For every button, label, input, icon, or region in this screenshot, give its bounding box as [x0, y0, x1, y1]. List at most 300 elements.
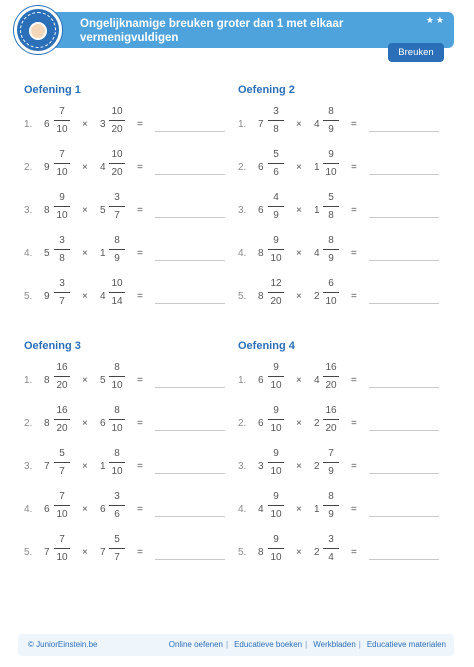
numerator-b: 10 [111, 106, 123, 117]
problem-number: 2. [24, 418, 33, 429]
denominator-b: 8 [328, 210, 334, 221]
fraction-b [320, 191, 342, 222]
numerator-a: 9 [273, 448, 279, 459]
fraction-bar [268, 249, 284, 250]
times-sign: × [296, 291, 302, 302]
fraction-bar [323, 292, 339, 293]
fraction-a [265, 277, 287, 308]
fraction-bar [109, 120, 125, 121]
equals-sign: = [137, 162, 143, 173]
denominator-b: 7 [114, 552, 120, 563]
numerator-a: 7 [59, 534, 65, 545]
fraction-bar [54, 120, 70, 121]
whole-number-a: 9 [44, 291, 50, 302]
junior-einstein-logo [14, 6, 62, 54]
equals-sign: = [137, 418, 143, 429]
fraction-bar [323, 163, 339, 164]
numerator-a: 4 [273, 192, 279, 203]
problem-number: 4. [24, 248, 33, 259]
fraction-bar [54, 376, 70, 377]
exercise-row [24, 447, 234, 487]
fraction-b [106, 191, 128, 222]
fraction-a [51, 234, 73, 265]
denominator-a: 20 [56, 423, 68, 434]
whole-number-b: 4 [100, 162, 106, 173]
answer-line[interactable] [369, 473, 439, 474]
equals-sign: = [137, 461, 143, 472]
equals-sign: = [137, 205, 143, 216]
fraction-b [320, 490, 342, 521]
whole-number-a: 5 [44, 248, 50, 259]
numerator-a: 5 [59, 448, 65, 459]
fraction-a [265, 148, 287, 179]
whole-number-a: 8 [44, 418, 50, 429]
numerator-a: 3 [59, 278, 65, 289]
numerator-b: 8 [114, 362, 120, 373]
fraction-b [106, 533, 128, 564]
equals-sign: = [137, 504, 143, 515]
category-tag[interactable]: Breuken [388, 43, 444, 62]
answer-line[interactable] [155, 217, 225, 218]
whole-number-a: 6 [44, 504, 50, 515]
whole-number-a: 4 [258, 504, 264, 515]
whole-number-a: 7 [44, 547, 50, 558]
answer-line[interactable] [155, 516, 225, 517]
problem-number: 2. [238, 418, 247, 429]
fraction-a [51, 191, 73, 222]
denominator-a: 20 [270, 296, 282, 307]
numerator-a: 3 [273, 106, 279, 117]
exercise-row [24, 191, 234, 231]
problem-number: 1. [238, 119, 247, 130]
fraction-bar [323, 505, 339, 506]
fraction-bar [109, 206, 125, 207]
equals-sign: = [351, 162, 357, 173]
denominator-a: 10 [270, 253, 282, 264]
times-sign: × [296, 205, 302, 216]
times-sign: × [82, 504, 88, 515]
fraction-bar [109, 292, 125, 293]
equals-sign: = [351, 205, 357, 216]
times-sign: × [82, 547, 88, 558]
equals-sign: = [351, 248, 357, 259]
numerator-a: 9 [273, 362, 279, 373]
footer-links [166, 634, 446, 656]
fraction-b [320, 148, 342, 179]
denominator-b: 10 [111, 466, 123, 477]
problem-number: 5. [24, 547, 33, 558]
whole-number-b: 4 [314, 248, 320, 259]
whole-number-a: 8 [258, 291, 264, 302]
equals-sign: = [351, 119, 357, 130]
numerator-b: 8 [328, 106, 334, 117]
fraction-bar [323, 249, 339, 250]
numerator-b: 10 [111, 278, 123, 289]
fraction-b [106, 105, 128, 136]
whole-number-b: 6 [100, 504, 106, 515]
worksheet-title: Ongelijknamige breuken groter dan 1 met elkaar vermenigvuldigen [80, 18, 344, 44]
numerator-b: 8 [328, 235, 334, 246]
footer-link-werkbladen[interactable]: Werkbladen [313, 640, 356, 649]
exercise-row [24, 105, 234, 145]
whole-number-a: 8 [44, 375, 50, 386]
times-sign: × [82, 248, 88, 259]
numerator-a: 7 [59, 491, 65, 502]
fraction-bar [109, 505, 125, 506]
problem-number: 2. [24, 162, 33, 173]
denominator-b: 9 [328, 253, 334, 264]
exercise-row [238, 191, 448, 231]
fraction-b [320, 361, 342, 392]
answer-line[interactable] [369, 516, 439, 517]
difficulty-stars: ★★ [425, 15, 446, 25]
answer-line[interactable] [369, 260, 439, 261]
fraction-b [106, 148, 128, 179]
denominator-b: 10 [111, 380, 123, 391]
denominator-a: 10 [270, 380, 282, 391]
denominator-a: 7 [59, 296, 65, 307]
denominator-b: 20 [325, 423, 337, 434]
fraction-a [265, 191, 287, 222]
numerator-a: 7 [59, 149, 65, 160]
problem-number: 3. [238, 205, 247, 216]
fraction-a [265, 490, 287, 521]
fraction-bar [109, 376, 125, 377]
fraction-bar [109, 163, 125, 164]
fraction-b [106, 490, 128, 521]
numerator-b: 6 [328, 278, 334, 289]
answer-line[interactable] [155, 260, 225, 261]
whole-number-b: 4 [100, 291, 106, 302]
answer-line[interactable] [369, 131, 439, 132]
fraction-a [51, 533, 73, 564]
fraction-b [106, 447, 128, 478]
fraction-b [320, 404, 342, 435]
fraction-bar [268, 206, 284, 207]
problem-number: 1. [24, 119, 33, 130]
fraction-bar [323, 548, 339, 549]
exercise-title-3: Oefening 3 [24, 340, 81, 352]
times-sign: × [82, 461, 88, 472]
problem-number: 5. [24, 291, 33, 302]
fraction-bar [268, 163, 284, 164]
times-sign: × [296, 375, 302, 386]
fraction-b [106, 404, 128, 435]
fraction-bar [54, 163, 70, 164]
fraction-a [265, 404, 287, 435]
denominator-a: 8 [59, 253, 65, 264]
whole-number-a: 9 [44, 162, 50, 173]
fraction-a [265, 533, 287, 564]
fraction-bar [268, 419, 284, 420]
problem-number: 4. [238, 248, 247, 259]
problem-number: 1. [24, 375, 33, 386]
fraction-bar [109, 249, 125, 250]
exercise-title-2: Oefening 2 [238, 84, 295, 96]
denominator-a: 6 [273, 167, 279, 178]
times-sign: × [82, 162, 88, 173]
whole-number-b: 2 [314, 461, 320, 472]
whole-number-b: 1 [314, 162, 320, 173]
fraction-bar [54, 505, 70, 506]
fraction-bar [54, 249, 70, 250]
exercise-row [24, 234, 234, 274]
equals-sign: = [351, 461, 357, 472]
whole-number-b: 6 [100, 418, 106, 429]
denominator-a: 10 [56, 124, 68, 135]
problem-number: 5. [238, 547, 247, 558]
exercise-row [238, 404, 448, 444]
fraction-bar [268, 120, 284, 121]
whole-number-a: 8 [44, 205, 50, 216]
exercise-row [238, 105, 448, 145]
answer-line[interactable] [155, 430, 225, 431]
header-bar [18, 12, 454, 48]
denominator-a: 7 [59, 466, 65, 477]
denominator-b: 20 [111, 124, 123, 135]
equals-sign: = [351, 547, 357, 558]
denominator-a: 10 [56, 509, 68, 520]
answer-line[interactable] [155, 559, 225, 560]
exercise-title-1: Oefening 1 [24, 84, 81, 96]
footer-separator: | [305, 640, 308, 649]
fraction-a [51, 404, 73, 435]
problem-number: 5. [238, 291, 247, 302]
times-sign: × [82, 375, 88, 386]
fraction-b [320, 533, 342, 564]
fraction-bar [109, 548, 125, 549]
fraction-b [320, 105, 342, 136]
fraction-bar [323, 206, 339, 207]
exercise-row [238, 148, 448, 188]
numerator-b: 8 [114, 405, 120, 416]
whole-number-b: 4 [314, 119, 320, 130]
fraction-b [106, 277, 128, 308]
numerator-a: 16 [56, 362, 68, 373]
times-sign: × [296, 248, 302, 259]
fraction-bar [323, 462, 339, 463]
fraction-bar [54, 548, 70, 549]
numerator-b: 8 [114, 448, 120, 459]
answer-line[interactable] [369, 303, 439, 304]
exercise-row [24, 277, 234, 317]
whole-number-a: 3 [258, 461, 264, 472]
problem-number: 4. [24, 504, 33, 515]
denominator-a: 10 [270, 423, 282, 434]
denominator-a: 10 [56, 167, 68, 178]
whole-number-a: 8 [258, 547, 264, 558]
footer-link-online-oefenen[interactable]: Online oefenen [168, 640, 223, 649]
whole-number-a: 8 [258, 248, 264, 259]
problem-number: 4. [238, 504, 247, 515]
answer-line[interactable] [369, 387, 439, 388]
times-sign: × [82, 418, 88, 429]
times-sign: × [82, 291, 88, 302]
answer-line[interactable] [369, 559, 439, 560]
answer-line[interactable] [369, 174, 439, 175]
fraction-bar [268, 462, 284, 463]
exercise-row [24, 361, 234, 401]
denominator-b: 6 [114, 509, 120, 520]
numerator-b: 5 [114, 534, 120, 545]
exercise-row [24, 404, 234, 444]
fraction-bar [54, 462, 70, 463]
whole-number-b: 1 [100, 461, 106, 472]
numerator-b: 16 [325, 362, 337, 373]
whole-number-b: 3 [100, 119, 106, 130]
denominator-a: 10 [270, 466, 282, 477]
whole-number-b: 4 [314, 375, 320, 386]
problem-number: 1. [238, 375, 247, 386]
exercise-row [24, 533, 234, 573]
answer-line[interactable] [155, 303, 225, 304]
fraction-bar [323, 419, 339, 420]
fraction-a [265, 234, 287, 265]
numerator-a: 16 [56, 405, 68, 416]
numerator-a: 7 [59, 106, 65, 117]
footer-site-link[interactable]: © JuniorEinstein.be [28, 640, 98, 649]
problem-number: 2. [238, 162, 247, 173]
whole-number-a: 6 [258, 375, 264, 386]
fraction-a [51, 277, 73, 308]
fraction-a [51, 490, 73, 521]
fraction-a [51, 148, 73, 179]
footer-link-educatieve-materialen[interactable]: Educatieve materialen [366, 640, 446, 649]
numerator-b: 3 [328, 534, 334, 545]
whole-number-b: 2 [314, 547, 320, 558]
whole-number-b: 1 [100, 248, 106, 259]
whole-number-b: 7 [100, 547, 106, 558]
whole-number-b: 1 [314, 205, 320, 216]
answer-line[interactable] [369, 430, 439, 431]
numerator-b: 9 [328, 149, 334, 160]
denominator-b: 20 [111, 167, 123, 178]
exercise-row [238, 361, 448, 401]
fraction-b [106, 234, 128, 265]
equals-sign: = [137, 375, 143, 386]
problem-number: 3. [238, 461, 247, 472]
equals-sign: = [351, 375, 357, 386]
denominator-b: 9 [328, 466, 334, 477]
fraction-bar [54, 419, 70, 420]
times-sign: × [296, 119, 302, 130]
fraction-bar [268, 376, 284, 377]
times-sign: × [296, 547, 302, 558]
fraction-a [265, 447, 287, 478]
numerator-b: 7 [328, 448, 334, 459]
fraction-b [320, 277, 342, 308]
denominator-b: 7 [114, 210, 120, 221]
denominator-a: 20 [56, 380, 68, 391]
fraction-bar [109, 462, 125, 463]
whole-number-b: 5 [100, 375, 106, 386]
numerator-a: 9 [273, 491, 279, 502]
equals-sign: = [351, 291, 357, 302]
exercise-row [238, 490, 448, 530]
denominator-b: 14 [111, 296, 123, 307]
whole-number-b: 2 [314, 418, 320, 429]
numerator-a: 9 [273, 534, 279, 545]
numerator-a: 5 [273, 149, 279, 160]
whole-number-a: 6 [258, 205, 264, 216]
fraction-a [51, 447, 73, 478]
whole-number-b: 1 [314, 504, 320, 515]
fraction-b [320, 234, 342, 265]
footer-separator: | [358, 640, 361, 649]
numerator-a: 9 [59, 192, 65, 203]
equals-sign: = [137, 291, 143, 302]
answer-line[interactable] [155, 473, 225, 474]
whole-number-a: 6 [44, 119, 50, 130]
denominator-b: 10 [111, 423, 123, 434]
denominator-a: 10 [56, 210, 68, 221]
fraction-bar [323, 376, 339, 377]
fraction-a [265, 105, 287, 136]
denominator-a: 9 [273, 210, 279, 221]
fraction-bar [323, 120, 339, 121]
answer-line[interactable] [155, 387, 225, 388]
denominator-b: 10 [325, 296, 337, 307]
equals-sign: = [351, 504, 357, 515]
footer-separator: | [226, 640, 229, 649]
exercise-title-4: Oefening 4 [238, 340, 295, 352]
numerator-a: 9 [273, 235, 279, 246]
denominator-a: 8 [273, 124, 279, 135]
numerator-b: 10 [111, 149, 123, 160]
whole-number-b: 2 [314, 291, 320, 302]
logo-face-icon [29, 22, 47, 40]
problem-number: 3. [24, 205, 33, 216]
times-sign: × [296, 418, 302, 429]
fraction-b [320, 447, 342, 478]
times-sign: × [82, 119, 88, 130]
answer-line[interactable] [155, 131, 225, 132]
whole-number-a: 6 [258, 162, 264, 173]
denominator-a: 10 [270, 552, 282, 563]
answer-line[interactable] [369, 217, 439, 218]
exercise-row [24, 148, 234, 188]
numerator-a: 12 [270, 278, 282, 289]
denominator-b: 10 [325, 167, 337, 178]
fraction-bar [268, 505, 284, 506]
exercise-row [238, 234, 448, 274]
footer-bar [18, 634, 454, 656]
whole-number-a: 7 [258, 119, 264, 130]
problem-number: 3. [24, 461, 33, 472]
times-sign: × [296, 504, 302, 515]
equals-sign: = [137, 547, 143, 558]
times-sign: × [296, 162, 302, 173]
numerator-a: 9 [273, 405, 279, 416]
denominator-b: 9 [328, 509, 334, 520]
footer-link-educatieve-boeken[interactable]: Educatieve boeken [234, 640, 303, 649]
numerator-b: 16 [325, 405, 337, 416]
answer-line[interactable] [155, 174, 225, 175]
denominator-b: 9 [328, 124, 334, 135]
numerator-a: 3 [59, 235, 65, 246]
fraction-bar [109, 419, 125, 420]
denominator-a: 10 [56, 552, 68, 563]
denominator-a: 10 [270, 509, 282, 520]
fraction-a [265, 361, 287, 392]
denominator-b: 20 [325, 380, 337, 391]
exercise-row [238, 533, 448, 573]
fraction-a [51, 361, 73, 392]
numerator-b: 5 [328, 192, 334, 203]
fraction-bar [54, 206, 70, 207]
numerator-b: 3 [114, 192, 120, 203]
times-sign: × [296, 461, 302, 472]
